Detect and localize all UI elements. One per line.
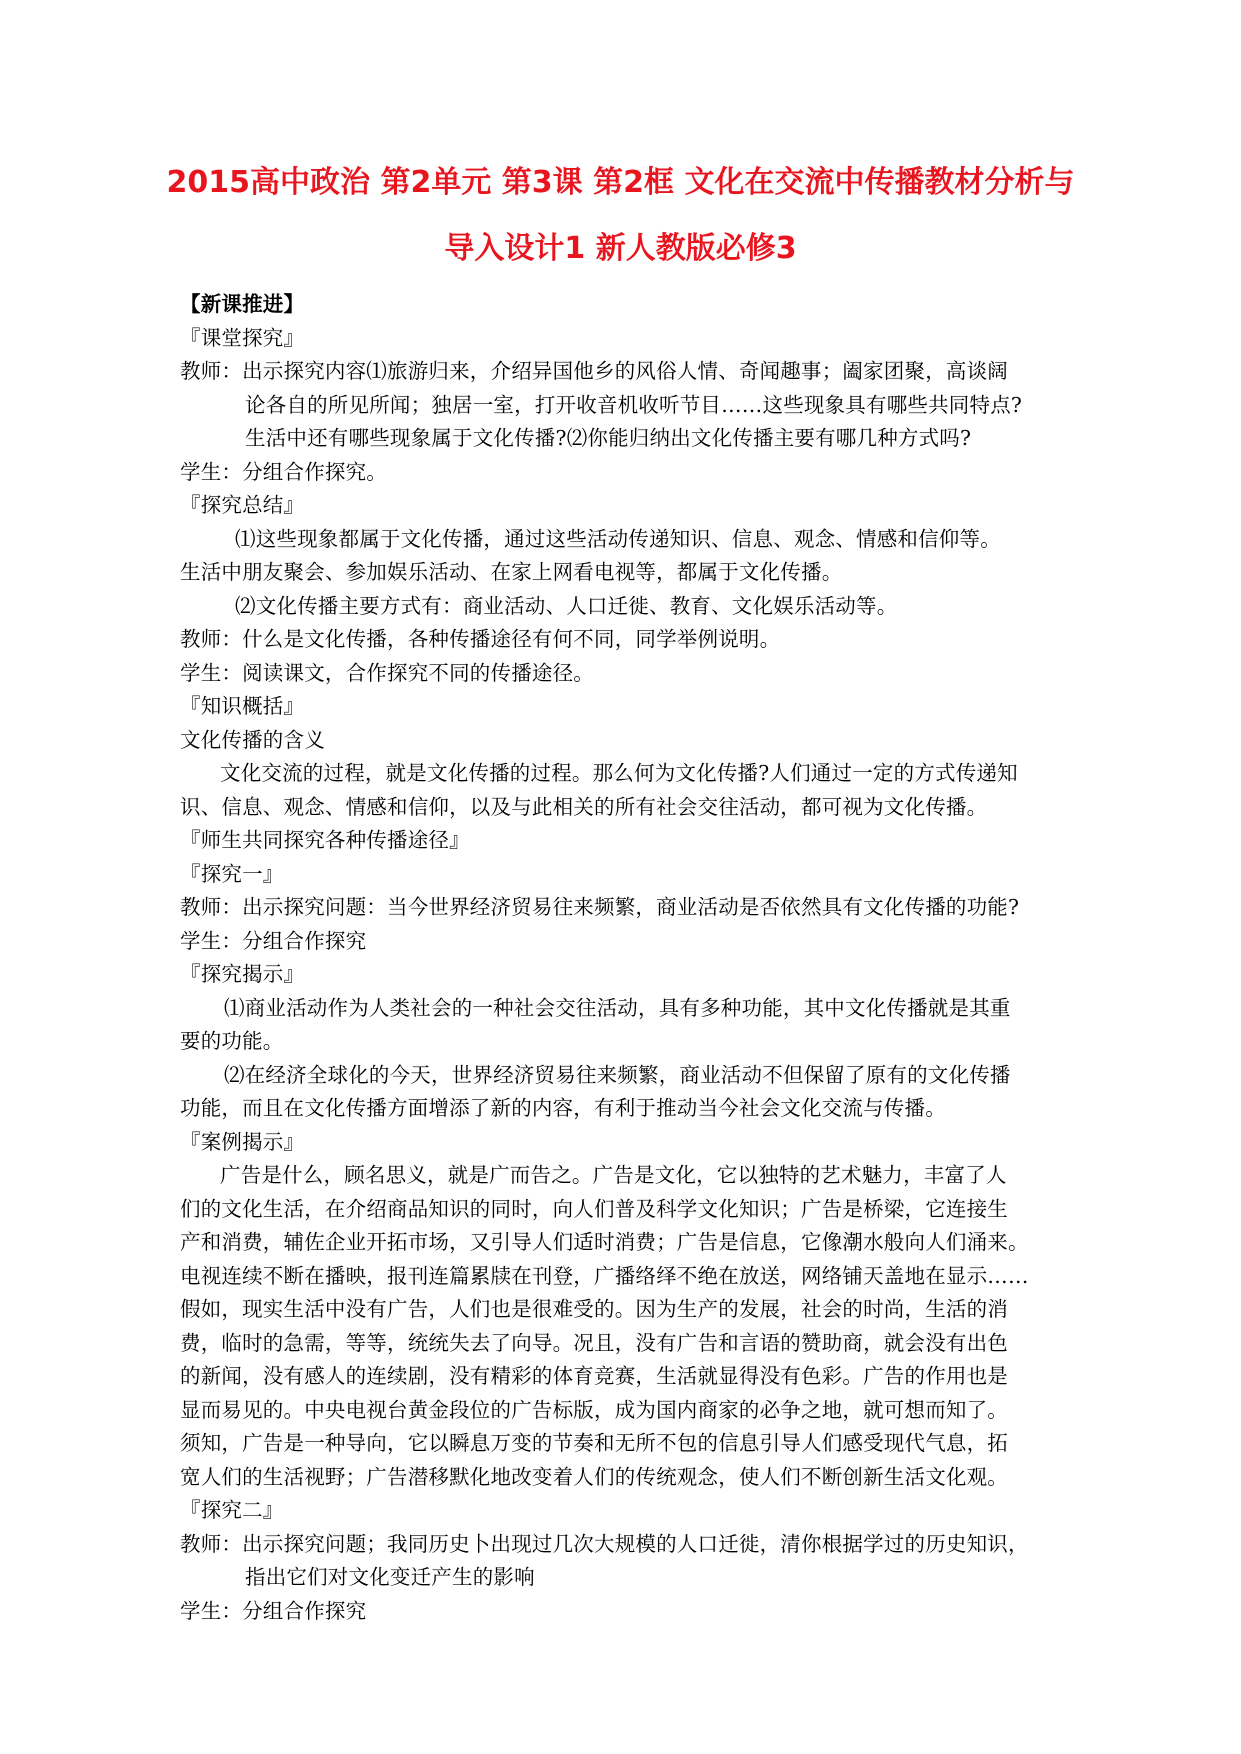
paragraph-line: 产和消费，辅佐企业开拓市场，又引导人们适时消费；广告是信息，它像潮水般向人们涌来。 bbox=[180, 1230, 1029, 1254]
paragraph-line: 费，临时的急需，等等，统统失去了向导。况且，没有广告和言语的赞助商，就会没有出色 bbox=[180, 1330, 1008, 1355]
teacher-line: 教师：出示探究问题；我同历史卜出现过几次大规模的人口迁徙，清你根据学过的历史知识， bbox=[180, 1531, 1029, 1556]
document-title-line-1: 2015高中政治 第2单元 第3课 第2框 文化在交流中传播教材分析与 bbox=[166, 165, 1075, 200]
subheading: 『课堂探究』 bbox=[180, 325, 305, 350]
paragraph-line: 文化交流的过程，就是文化传播的过程。那么何为文化传播?人们通过一定的方式传递知 bbox=[220, 761, 1018, 785]
paragraph-line: 论各自的所见所闻；独居一室，打开收音机收听节目……这些现象具有哪些共同特点? bbox=[245, 392, 1023, 417]
section-heading: 【新课推进】 bbox=[180, 292, 305, 316]
paragraph-line: ⑴这些现象都属于文化传播，通过这些活动传递知识、信息、观念、情感和信仰等。 bbox=[235, 526, 1001, 551]
subheading: 『知识概括』 bbox=[180, 694, 305, 718]
subheading: 『师生共同探究各种传播途径』 bbox=[180, 828, 470, 852]
subheading: 『探究一』 bbox=[180, 861, 284, 886]
paragraph-line: 的新闻，没有感人的连续剧，没有精彩的体育竞赛，生活就显得没有色彩。广告的作用也是 bbox=[180, 1364, 1008, 1388]
teacher-line: 教师：出示探究内容⑴旅游归来，介绍异国他乡的风俗人情、奇闻趣事；阖家团聚，高谈阔 bbox=[180, 359, 1008, 383]
paragraph-line: ⑵在经济全球化的今天，世界经济贸易往来频繁，商业活动不但保留了原有的文化传播 bbox=[224, 1062, 1011, 1087]
paragraph-line: 假如，现实生活中没有广告，人们也是很难受的。因为生产的发展，社会的时尚，生活的消 bbox=[180, 1297, 1008, 1321]
teacher-line: 教师：出示探究问题：当今世界经济贸易往来频繁，商业活动是否依然具有文化传播的功能? bbox=[180, 895, 1020, 919]
paragraph-line: 功能，而且在文化传播方面增添了新的内容，有利于推动当今社会文化交流与传播。 bbox=[180, 1096, 946, 1120]
paragraph-line: ⑵文化传播主要方式有：商业活动、人口迁徙、教育、文化娱乐活动等。 bbox=[235, 593, 898, 618]
paragraph-line: 指出它们对文化变迁产生的影响 bbox=[245, 1565, 535, 1589]
document-body bbox=[180, 288, 1070, 1628]
paragraph-line: 生活中还有哪些现象属于文化传播?⑵你能归纳出文化传播主要有哪几种方式吗? bbox=[245, 426, 972, 450]
paragraph-line: 文化传播的含义 bbox=[180, 727, 325, 752]
student-line: 学生：分组合作探究 bbox=[180, 1598, 367, 1623]
paragraph-line: 宽人们的生活视野；广告潜移默化地改变着人们的传统观念，使人们不断创新生活文化观。 bbox=[180, 1464, 1008, 1489]
subheading: 『案例揭示』 bbox=[180, 1129, 305, 1154]
document-title-line-2: 导入设计1 新人教版必修3 bbox=[444, 231, 797, 266]
paragraph-line: ⑴商业活动作为人类社会的一种社会交往活动，具有多种功能，其中文化传播就是其重 bbox=[224, 995, 1011, 1020]
subheading: 『探究二』 bbox=[180, 1498, 284, 1522]
paragraph-line: 须知，广告是一种导向，它以瞬息万变的节奏和无所不包的信息引导人们感受现代气息，拓 bbox=[180, 1431, 1008, 1455]
paragraph-line: 广告是什么，顾名思义，就是广而告之。广告是文化，它以独特的艺术魅力，丰富了人 bbox=[220, 1163, 1007, 1187]
paragraph-line: 们的文化生活，在介绍商品知识的同时，向人们普及科学文化知识；广告是桥梁，它连接生 bbox=[180, 1196, 1008, 1221]
teacher-line: 教师：什么是文化传播，各种传播途径有何不同，同学举例说明。 bbox=[180, 627, 781, 651]
student-line: 学生：阅读课文，合作探究不同的传播途径。 bbox=[180, 660, 594, 685]
paragraph-line: 显而易见的。中央电视台黄金段位的广告标版，成为国内商家的必争之地，就可想而知了。 bbox=[180, 1397, 1008, 1422]
paragraph-line: 识、信息、观念、情感和信仰，以及与此相关的所有社会交往活动，都可视为文化传播。 bbox=[180, 794, 988, 819]
paragraph-line: 要的功能。 bbox=[180, 1029, 284, 1053]
student-line: 学生：分组合作探究 bbox=[180, 928, 367, 953]
subheading: 『探究总结』 bbox=[180, 493, 305, 517]
student-line: 学生：分组合作探究。 bbox=[180, 459, 387, 484]
paragraph-line: 生活中朋友聚会、参加娱乐活动、在家上网看电视等，都属于文化传播。 bbox=[180, 560, 843, 584]
subheading: 『探究揭示』 bbox=[180, 962, 305, 986]
paragraph-line: 电视连续不断在播映，报刊连篇累牍在刊登，广播络绎不绝在放送，网络铺天盖地在显示…… bbox=[180, 1263, 1029, 1288]
